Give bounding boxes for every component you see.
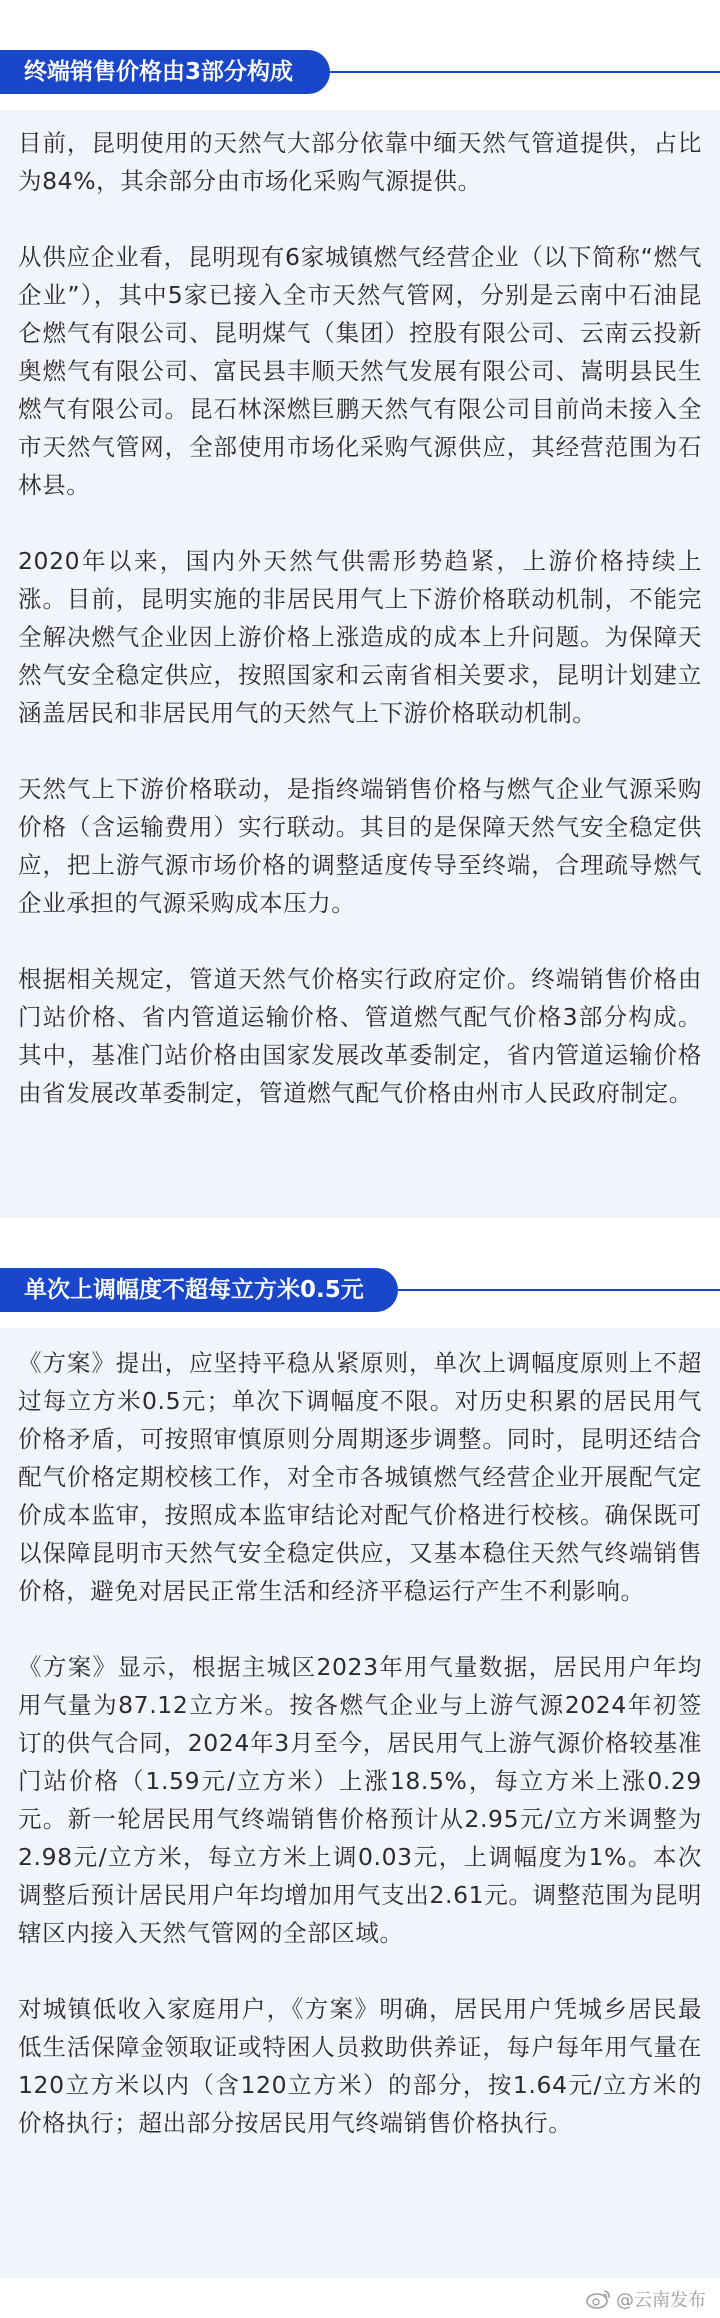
paragraph: 根据相关规定，管道天然气价格实行政府定价。终端销售价格由门站价格、省内管道运输价格、管道燃气配气价格3部分构成。其中，基准门站价格由国家发展改革委制定，省内管道运输价格由省发展改革委制定，管道燃气配气价格由州市人民政府制定。 <box>18 965 702 1107</box>
section-1-divider <box>330 71 720 73</box>
paragraph: 目前，昆明使用的天然气大部分依靠中缅天然气管道提供，占比为84%，其余部分由市场化采购气源提供。 <box>18 129 702 195</box>
watermark <box>586 2286 706 2312</box>
section-1-header <box>0 44 720 100</box>
watermark-text: @云南发布 <box>616 2290 706 2311</box>
section-1-title: 终端销售价格由3部分构成 <box>0 50 330 94</box>
weibo-logo-icon <box>586 2288 612 2310</box>
section-2-title: 单次上调幅度不超每立方米0.5元 <box>0 1268 398 1312</box>
section-2-body <box>0 1328 720 2278</box>
paragraph: 从供应企业看，昆明现有6家城镇燃气经营企业（以下简称“燃气企业”），其中5家已接入全市天然气管网，分别是云南中石油昆仑燃气有限公司、昆明煤气（集团）控股有限公司、云南云投新奥燃气有限公司、富民县丰顺天然气发展有限公司、嵩明县民生燃气有限公司。昆石林深燃巨鹏天然气有限公司目前尚未接入全市天然气管网，全部使用市场化采购气源供应，其经营范围为石林县。 <box>18 243 702 499</box>
section-2-divider <box>398 1289 720 1291</box>
paragraph: 《方案》提出，应坚持平稳从紧原则，单次上调幅度原则上不超过每立方米0.5元；单次下调幅度不限。对历史积累的居民用气价格矛盾，可按照审慎原则分周期逐步调整。同时，昆明还结合配气价格定期校核工作，对全市各城镇燃气经营企业开展配气定价成本监审，按照成本监审结论对配气价格进行校核。确保既可以保障昆明市天然气安全稳定供应，又基本稳住天然气终端销售价格，避免对居民正常生活和经济平稳运行产生不利影响。 <box>18 1349 702 1605</box>
paragraph: 2020年以来，国内外天然气供需形势趋紧，上游价格持续上涨。目前，昆明实施的非居民用气上下游价格联动机制，不能完全解决燃气企业因上游价格上涨造成的成本上升问题。为保障天然气安全稳定供应，按照国家和云南省相关要求，昆明计划建立涵盖居民和非居民用气的天然气上下游价格联动机制。 <box>18 547 702 727</box>
section-2-header <box>0 1262 720 1318</box>
paragraph: 《方案》显示，根据主城区2023年用气量数据，居民用户年均用气量为87.12立方米。按各燃气企业与上游气源2024年初签订的供气合同，2024年3月至今，居民用气上游气源价格较基准门站价格（1.59元/立方米）上涨18.5%，每立方米上涨0.29元。新一轮居民用气终端销售价格预计从2.95元/立方米调整为2.98元/立方米，每立方米上调0.03元，上调幅度为1%。本次调整后预计居民用户年均增加用气支出2.61元。调整范围为昆明辖区内接入天然气管网的全部区域。 <box>18 1653 702 1947</box>
paragraph: 天然气上下游价格联动，是指终端销售价格与燃气企业气源采购价格（含运输费用）实行联动。其目的是保障天然气安全稳定供应，把上游气源市场价格的调整适度传导至终端，合理疏导燃气企业承担的气源采购成本压力。 <box>18 775 702 917</box>
paragraph: 对城镇低收入家庭用户，《方案》明确，居民用户凭城乡居民最低生活保障金领取证或特困人员救助供养证，每户每年用气量在120立方米以内（含120立方米）的部分，按1.64元/立方米的价格执行；超出部分按居民用气终端销售价格执行。 <box>18 1995 702 2137</box>
section-1-body <box>0 110 720 1218</box>
